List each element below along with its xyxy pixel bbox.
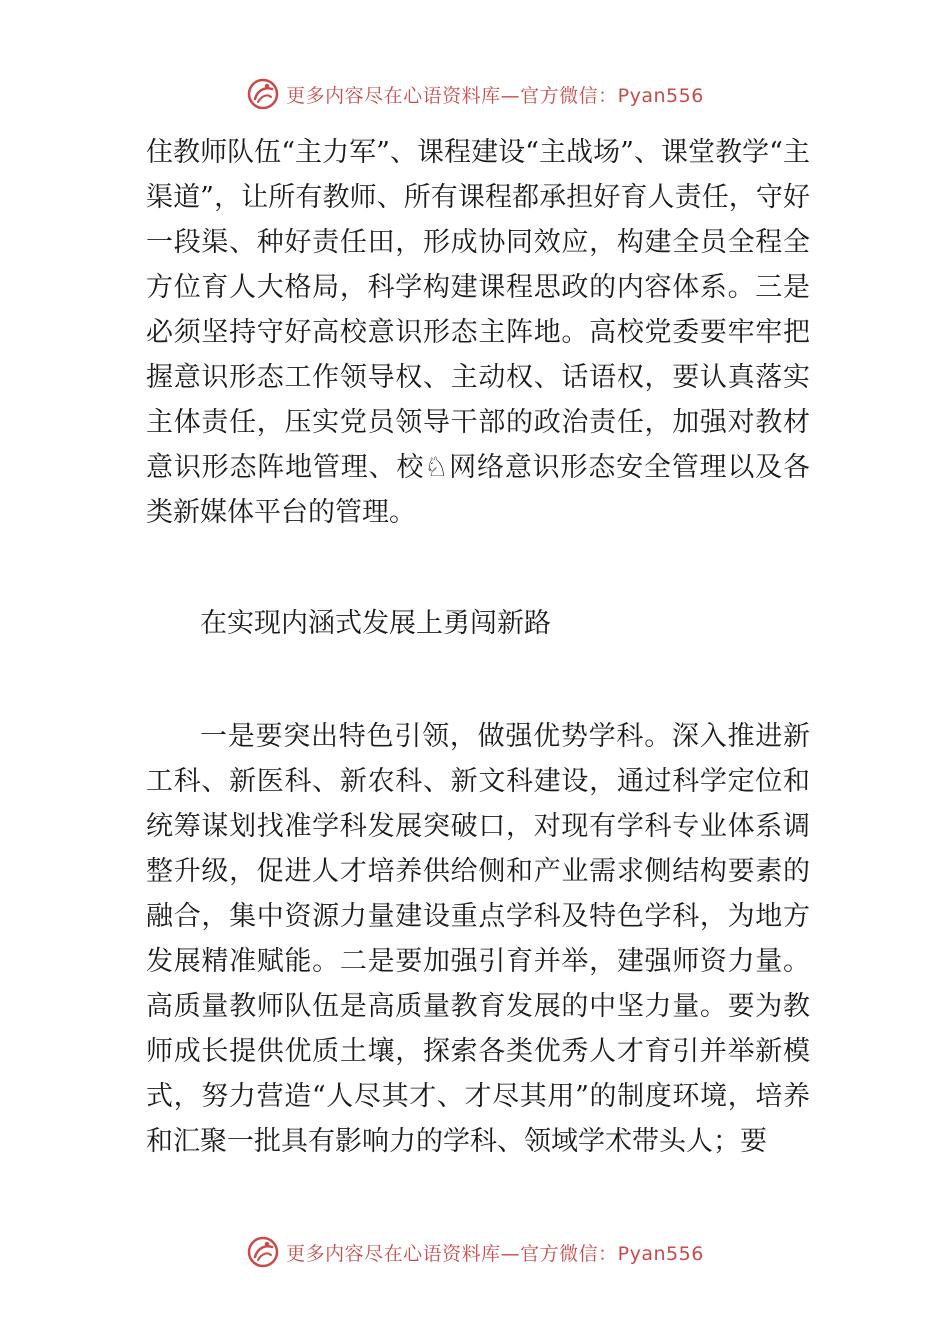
footer-watermark (0, 1232, 950, 1272)
section-heading: 在实现内涵式发展上勇闯新路 (200, 608, 551, 639)
paragraph-spacer (146, 646, 810, 714)
paragraph-spacer (146, 535, 810, 601)
watermark-text: 更多内容尽在心语资料库—官方微信：Pyan556 (286, 84, 704, 107)
body-paragraph-1: 住教师队伍“主力军”、课程建设“主战场”、课堂教学“主渠道”，让所有教师、所有课程都承担好育人责任，守好一段渠、种好责任田，形成协同效应，构建全员全程全方位育人大格局，科学构建课程思政的内容体系。三是必须坚持守好高校意识形态主阵地。高校党委要牢牢把握意识形态工作领导权、主动权、话语权，要认真落实主体责任，压实党员领导干部的政治责任，加强对教材意识形态阵地管理、校♘网络意识形态安全管理以及各类新媒体平台的管理。 (146, 137, 810, 528)
seal-logo-icon (246, 1235, 280, 1269)
document-body (146, 130, 810, 1164)
body-paragraph-2: 一是要突出特色引领，做强优势学科。深入推进新工科、新医科、新农科、新文科建设，通过科学定位和统筹谋划找准学科发展突破口，对现有学科专业体系调整升级，促进人才培养供给侧和产业需求侧结构要素的融合，集中资源力量建设重点学科及特色学科，为地方发展精准赋能。二是要加强引育并举，建强师资力量。高质量教师队伍是高质量教育发展的中坚力量。要为教师成长提供优质土壤，探索各类优秀人才育引并举新模式，努力营造“人尽其才、才尽其用”的制度环境，培养和汇聚一批具有影响力的学科、领域学术带头人；要 (146, 721, 810, 1157)
watermark-text: 更多内容尽在心语资料库—官方微信：Pyan556 (286, 1242, 704, 1265)
seal-logo-icon (246, 77, 280, 111)
header-watermark (0, 74, 950, 114)
